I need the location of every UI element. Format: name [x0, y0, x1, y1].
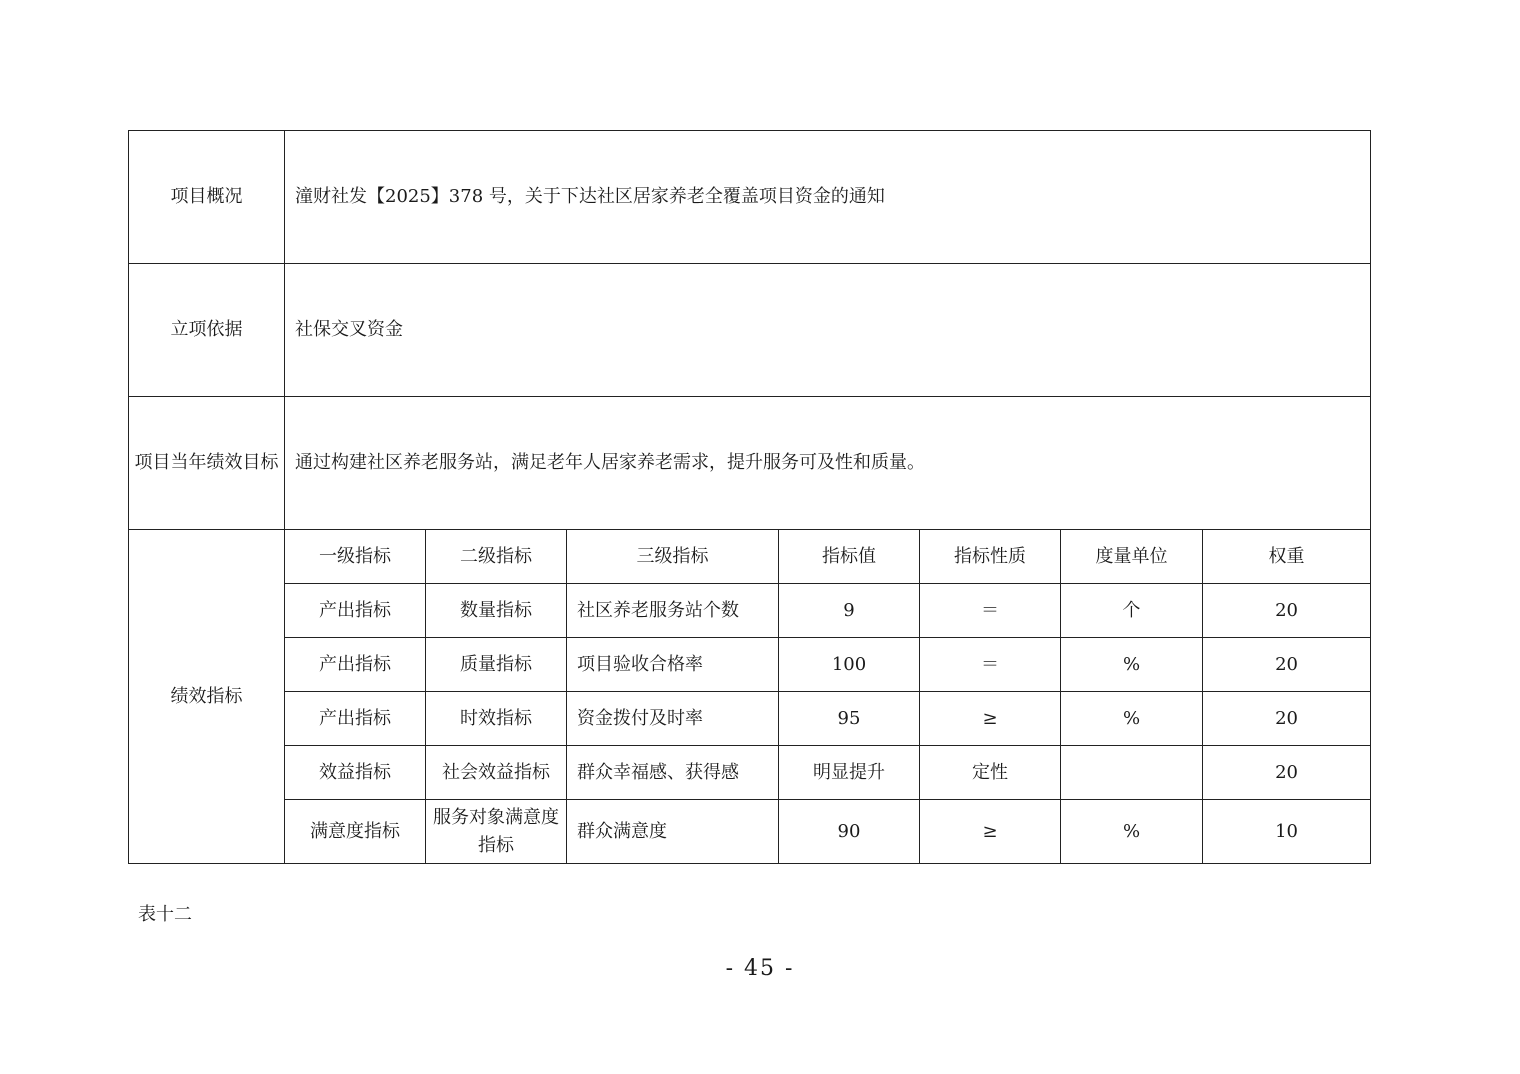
basis-label: 立项依据 — [129, 264, 285, 397]
header-nature: 指标性质 — [920, 530, 1061, 584]
indicator-value: 9 — [779, 584, 920, 638]
indicator-value: 明显提升 — [779, 746, 920, 800]
header-level2: 二级指标 — [426, 530, 567, 584]
indicator-unit — [1061, 746, 1203, 800]
indicator-level1: 满意度指标 — [285, 800, 426, 864]
indicator-level2: 服务对象满意度指标 — [426, 800, 567, 864]
indicator-value: 95 — [779, 692, 920, 746]
indicator-nature: ≥ — [920, 800, 1061, 864]
basis-value: 社保交叉资金 — [285, 264, 1371, 397]
header-level1: 一级指标 — [285, 530, 426, 584]
indicator-level3: 群众幸福感、获得感 — [567, 746, 779, 800]
indicator-unit: % — [1061, 800, 1203, 864]
indicator-nature: ＝ — [920, 638, 1061, 692]
indicator-weight: 20 — [1203, 584, 1371, 638]
indicator-level3: 项目验收合格率 — [567, 638, 779, 692]
goal-value: 通过构建社区养老服务站，满足老年人居家养老需求，提升服务可及性和质量。 — [285, 397, 1371, 530]
table-caption: 表十二 — [138, 904, 192, 925]
indicator-header-row — [129, 530, 1371, 584]
overview-value: 潼财社发【2025】378 号，关于下达社区居家养老全覆盖项目资金的通知 — [285, 131, 1371, 264]
indicator-row — [129, 800, 1371, 864]
indicator-weight: 20 — [1203, 692, 1371, 746]
indicator-unit: % — [1061, 692, 1203, 746]
indicator-level2: 数量指标 — [426, 584, 567, 638]
basis-row — [129, 264, 1371, 397]
goal-row — [129, 397, 1371, 530]
project-info-table — [128, 130, 1371, 864]
indicator-nature: ≥ — [920, 692, 1061, 746]
indicator-level2: 时效指标 — [426, 692, 567, 746]
indicator-row — [129, 692, 1371, 746]
header-value: 指标值 — [779, 530, 920, 584]
indicator-level1: 产出指标 — [285, 584, 426, 638]
indicator-nature: ＝ — [920, 584, 1061, 638]
header-weight: 权重 — [1203, 530, 1371, 584]
indicator-level3: 资金拨付及时率 — [567, 692, 779, 746]
indicator-row — [129, 746, 1371, 800]
goal-label: 项目当年绩效目标 — [129, 397, 285, 530]
indicator-level1: 效益指标 — [285, 746, 426, 800]
indicator-weight: 20 — [1203, 638, 1371, 692]
indicator-unit: % — [1061, 638, 1203, 692]
indicator-weight: 20 — [1203, 746, 1371, 800]
indicator-nature: 定性 — [920, 746, 1061, 800]
indicator-unit: 个 — [1061, 584, 1203, 638]
indicator-level3: 社区养老服务站个数 — [567, 584, 779, 638]
overview-row — [129, 131, 1371, 264]
indicator-weight: 10 — [1203, 800, 1371, 864]
indicator-level2: 质量指标 — [426, 638, 567, 692]
indicator-level3: 群众满意度 — [567, 800, 779, 864]
indicator-level2: 社会效益指标 — [426, 746, 567, 800]
header-unit: 度量单位 — [1061, 530, 1203, 584]
header-level3: 三级指标 — [567, 530, 779, 584]
indicator-row — [129, 638, 1371, 692]
performance-label: 绩效指标 — [129, 530, 285, 864]
indicator-level1: 产出指标 — [285, 638, 426, 692]
page-number: - 45 - — [725, 956, 795, 981]
indicator-value: 100 — [779, 638, 920, 692]
overview-label: 项目概况 — [129, 131, 285, 264]
indicator-level1: 产出指标 — [285, 692, 426, 746]
indicator-row — [129, 584, 1371, 638]
indicator-value: 90 — [779, 800, 920, 864]
